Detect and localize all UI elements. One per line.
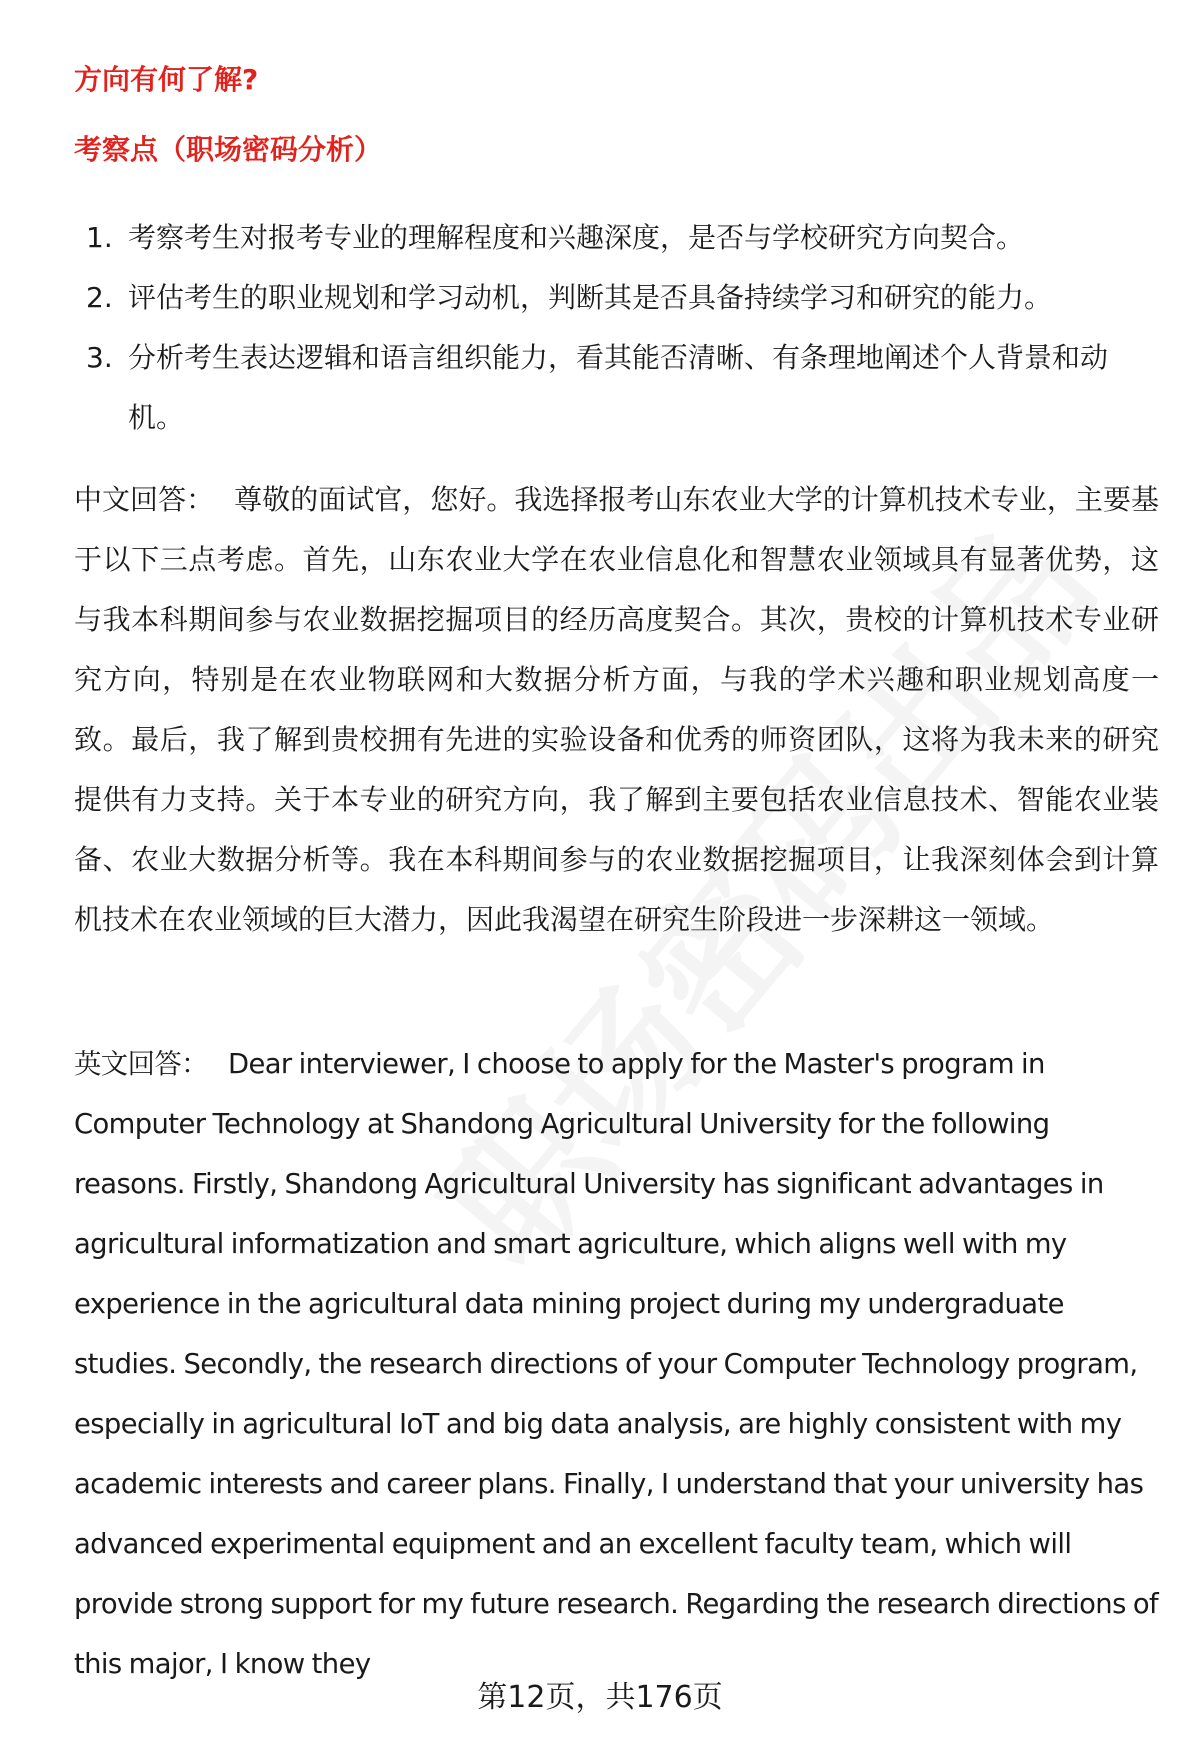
page-footer: 第12页，共176页 — [477, 1680, 723, 1715]
point-text: 评估考生的职业规划和学习动机，判断其是否具备持续学习和研究的能力。 — [128, 281, 1053, 314]
assessment-points-list — [74, 208, 1154, 448]
point-number: 3. — [86, 341, 113, 374]
question-heading-tail: 方向有何了解? — [74, 63, 259, 96]
assessment-heading: 考察点（职场密码分析） — [74, 133, 383, 166]
english-answer-label: 英文回答： — [74, 1049, 208, 1080]
english-answer — [74, 1035, 1159, 1695]
assessment-point — [74, 208, 1154, 268]
assessment-point — [74, 268, 1154, 328]
chinese-answer-label: 中文回答： — [74, 483, 215, 516]
chinese-answer — [74, 470, 1159, 950]
assessment-point — [74, 328, 1154, 448]
point-number: 2. — [86, 281, 113, 314]
point-text: 考察考生对报考专业的理解程度和兴趣深度，是否与学校研究方向契合。 — [128, 221, 1025, 254]
english-answer-text: Dear interviewer, I choose to apply for the Master's program in Computer Technology at Shandong Agricultural University for the following reasons. Firstly, Shandong Agricultural University has significant advantages in agricultural informatization and smart agriculture, which aligns well with my experience in the agricultural data mining project during my undergraduate studies. Secondly, the research directions of your Computer Technology program, especially in agricultural IoT and big data analysis, are highly consistent with my academic interests and career plans. Finally, I understand that your university has advanced experimental equipment and an excellent faculty team, which will provide strong support for my future research. Regarding the research directions of this major, I know they — [74, 1049, 1159, 1680]
chinese-answer-text: 尊敬的面试官，您好。我选择报考山东农业大学的计算机技术专业，主要基于以下三点考虑。首先，山东农业大学在农业信息化和智慧农业领域具有显著优势，这与我本科期间参与农业数据挖掘项目的经历高度契合。其次，贵校的计算机技术专业研究方向，特别是在农业物联网和大数据分析方面，与我的学术兴趣和职业规划高度一致。最后，我了解到贵校拥有先进的实验设备和优秀的师资团队，这将为我未来的研究提供有力支持。关于本专业的研究方向，我了解到主要包括农业信息技术、智能农业装备、农业大数据分析等。我在本科期间参与的农业数据挖掘项目，让我深刻体会到计算机技术在农业领域的巨大潜力，因此我渴望在研究生阶段进一步深耕这一领域。 — [74, 483, 1159, 936]
point-text: 分析考生表达逻辑和语言组织能力，看其能否清晰、有条理地阐述个人背景和动机。 — [128, 341, 1109, 434]
point-number: 1. — [86, 221, 113, 254]
